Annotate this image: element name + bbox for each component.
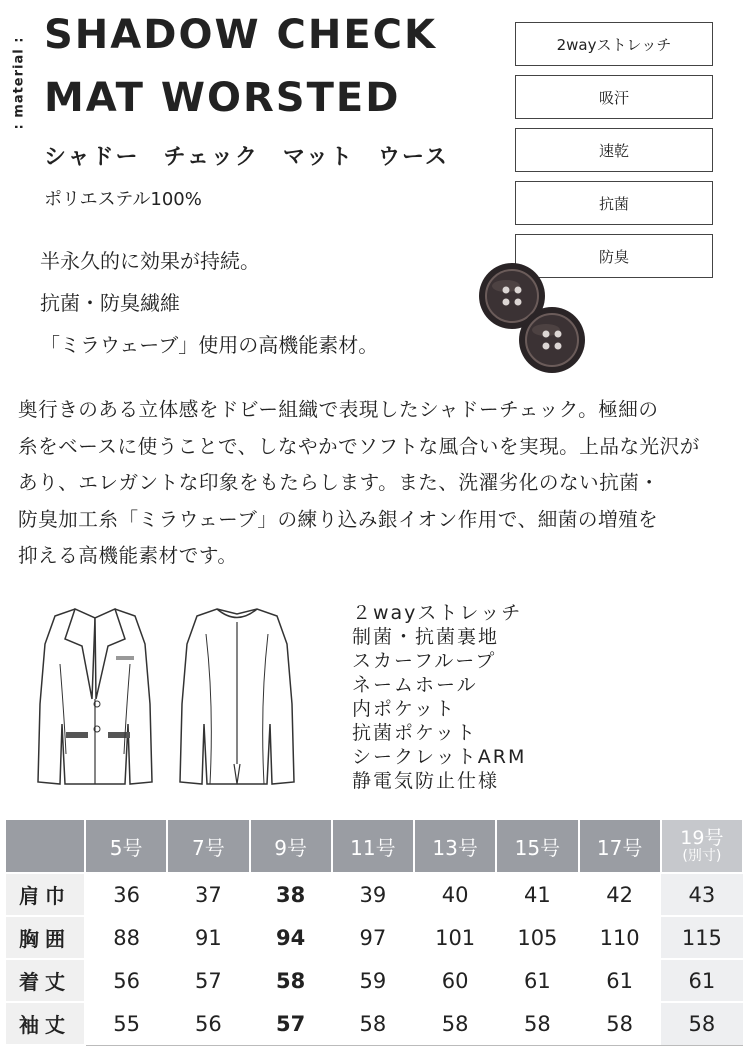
size-table — [4, 818, 744, 1046]
jacket-front-illustration — [30, 604, 160, 789]
size-cell: 58 — [496, 1002, 578, 1045]
spec-item: 内ポケット — [352, 698, 457, 720]
description-line: 奥行きのある立体感をドビー組織で表現したシャドーチェック。極細の — [18, 398, 659, 421]
composition: ポリエステル100% — [44, 189, 202, 210]
size-cell: 56 — [85, 959, 167, 1002]
size-cell: 101 — [414, 916, 496, 959]
size-cell: 42 — [579, 873, 661, 916]
spec-item: スカーフループ — [352, 650, 497, 672]
size-cell: 110 — [579, 916, 661, 959]
size-cell: 105 — [496, 916, 578, 959]
size-cell: 38 — [250, 873, 332, 916]
size-cell: 56 — [167, 1002, 249, 1045]
size-cell: 58 — [250, 959, 332, 1002]
size-cell: 36 — [85, 873, 167, 916]
size-row — [5, 916, 743, 959]
row-label: 胸囲 — [5, 916, 85, 959]
badge-stretch: 2wayストレッチ — [515, 22, 713, 66]
title-line-1: SHADOW CHECK — [44, 12, 438, 58]
size-header: 15号 — [496, 819, 578, 873]
size-header: 9号 — [250, 819, 332, 873]
description-line: 糸をベースに使うことで、しなやかでソフトな風合いを実現。上品な光沢が — [18, 434, 700, 458]
size-cell: 55 — [85, 1002, 167, 1045]
description-line: 防臭加工糸「ミラウェーブ」の練り込み銀イオン作用で、細菌の増殖を — [18, 507, 659, 531]
size-header: 11号 — [332, 819, 414, 873]
description-line: あり、エレガントな印象をもたらします。また、洗濯劣化のない抗菌・ — [18, 471, 660, 494]
spec-item: 抗菌ポケット — [352, 722, 478, 744]
row-label: 肩巾 — [5, 873, 85, 916]
spec-item: 制菌・抗菌裏地 — [352, 626, 500, 648]
size-header: 13号 — [414, 819, 496, 873]
spec-item: ネームホール — [352, 674, 478, 696]
size-row — [5, 959, 743, 1002]
size-row — [5, 873, 743, 916]
row-label: 袖丈 — [5, 1002, 85, 1045]
size-cell: 37 — [167, 873, 249, 916]
size-cell: 59 — [332, 959, 414, 1002]
size-cell: 94 — [250, 916, 332, 959]
jacket-back-illustration — [172, 604, 302, 789]
size-row — [5, 1002, 743, 1045]
badge-list — [515, 22, 713, 287]
badge-deodorant: 防臭 — [515, 234, 713, 278]
size-cell: 39 — [332, 873, 414, 916]
size-header: 5号 — [85, 819, 167, 873]
size-cell: 43 — [661, 873, 743, 916]
button-photo — [476, 258, 586, 378]
feature-line: 「ミラウェーブ」使用の高機能素材。 — [40, 333, 379, 357]
size-cell: 61 — [661, 959, 743, 1002]
spec-list — [352, 601, 526, 793]
feature-line: 半永久的に効果が持続。 — [40, 249, 260, 273]
size-cell: 97 — [332, 916, 414, 959]
size-cell: 57 — [250, 1002, 332, 1045]
special-order-note: (別寸) — [682, 848, 722, 864]
size-header-special: 19号 (別寸) — [661, 819, 743, 873]
size-header-row — [5, 819, 743, 873]
size-cell: 57 — [167, 959, 249, 1002]
title-line-2: MAT WORSTED — [44, 75, 401, 121]
size-cell: 61 — [496, 959, 578, 1002]
badge-quick-dry: 速乾 — [515, 128, 713, 172]
button-icon — [519, 307, 585, 373]
badge-antibacterial: 抗菌 — [515, 181, 713, 225]
row-label: 着丈 — [5, 959, 85, 1002]
feature-list — [40, 240, 378, 366]
header-corner — [5, 819, 85, 873]
size-cell: 58 — [414, 1002, 496, 1045]
badge-sweat-absorb: 吸汗 — [515, 75, 713, 119]
size-cell: 88 — [85, 916, 167, 959]
fabric-kana-name: シャドー チェック マット ウース — [44, 145, 449, 170]
description — [18, 392, 740, 575]
spec-item: ２wayストレッチ — [352, 602, 523, 624]
size-cell: 58 — [579, 1002, 661, 1045]
size-cell: 91 — [167, 916, 249, 959]
size-cell: 60 — [414, 959, 496, 1002]
description-line: 抑える高機能素材です。 — [18, 544, 238, 567]
spec-item: シークレットARM — [352, 746, 527, 768]
size-header: 17号 — [579, 819, 661, 873]
feature-line: 抗菌・防臭繊維 — [40, 291, 180, 315]
material-label: : material : — [11, 36, 27, 130]
size-cell: 41 — [496, 873, 578, 916]
size-cell: 58 — [661, 1002, 743, 1045]
size-cell: 58 — [332, 1002, 414, 1045]
spec-item: 静電気防止仕様 — [352, 770, 500, 792]
size-cell: 61 — [579, 959, 661, 1002]
size-header: 7号 — [167, 819, 249, 873]
size-cell: 115 — [661, 916, 743, 959]
size-cell: 40 — [414, 873, 496, 916]
